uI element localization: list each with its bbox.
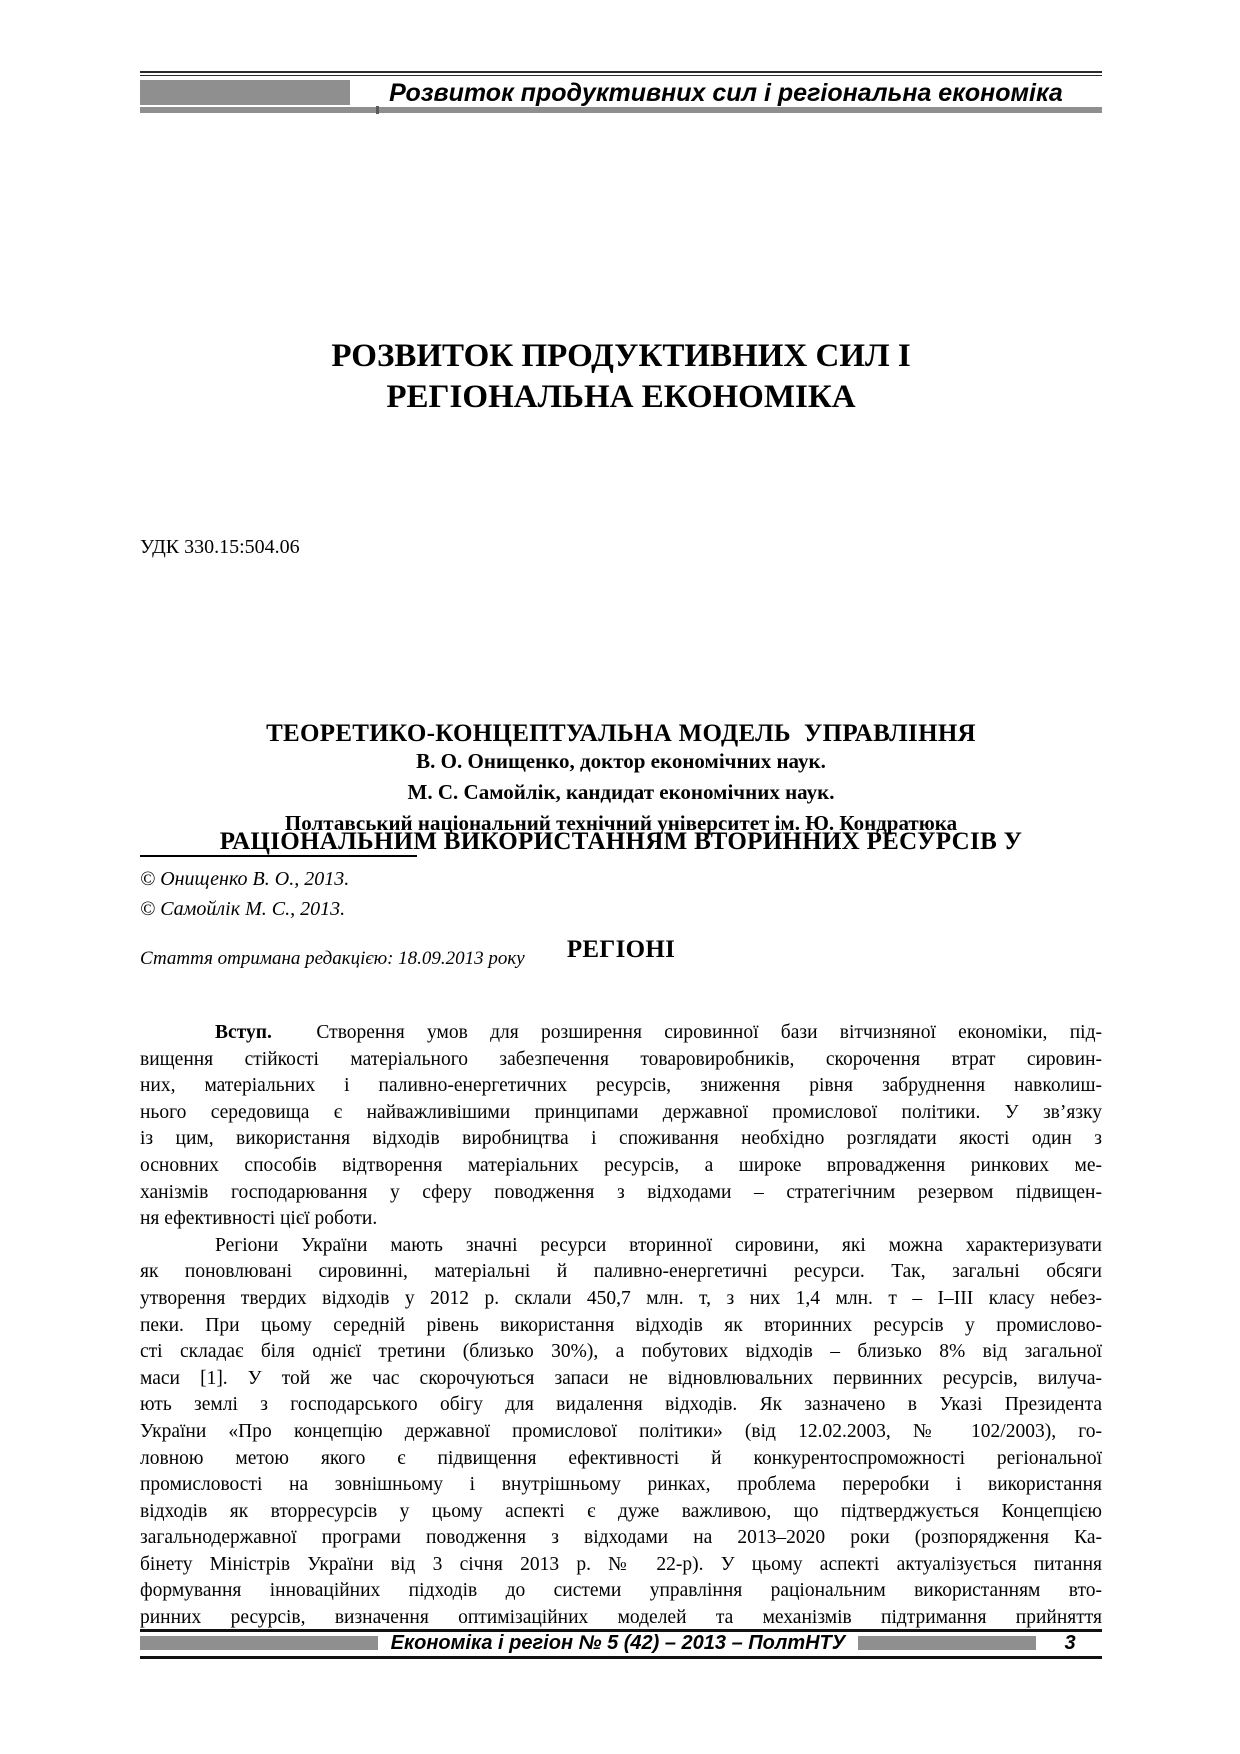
body-text-line: маси [1]. У той же час скорочуються запаси не відновлювальних первинних ресурсів, вилуча- <box>140 1367 1102 1389</box>
article-title <box>140 644 1102 1040</box>
body-text-line: ють землі з господарського обігу для видалення відходів. Як зазначено в Указі Президента <box>140 1394 1102 1416</box>
article-body <box>140 1020 1102 1632</box>
body-text-line: із цим, використання відходів виробництва і споживання необхідно розглядати якості один з <box>140 1128 1102 1150</box>
section-title-line-2: РЕГІОНАЛЬНА ЕКОНОМІКА <box>386 379 856 415</box>
body-text-line: як поновлювані сировинні, матеріальні й паливно-енергетичні ресурси. Так, загальні обсяги <box>140 1261 1102 1283</box>
footer-journal-info: Економіка і регіон № 5 (42) – 2013 – ПолтНТУ <box>390 1632 846 1654</box>
article-title-line-1: ТЕОРЕТИКО-КОНЦЕПТУАЛЬНА МОДЕЛЬ УПРАВЛІННЯ <box>266 720 976 747</box>
udc-code: УДК 330.15:504.06 <box>140 536 300 558</box>
body-text-line: Вступ. Створення умов для розширення сировинної бази вітчизняної економіки, під- <box>215 1022 1102 1043</box>
footer-page-number: 3 <box>1064 1632 1076 1654</box>
body-text-line: основних способів відтворення матеріальних ресурсів, а широке впровадження ринкових ме- <box>140 1154 1102 1176</box>
copyright-line-1: © Онищенко В. О., 2013. <box>140 868 350 890</box>
body-text-line: промисловості на зовнішньому і внутрішньому ринках, проблема переробки і використання <box>140 1474 1102 1496</box>
body-text-line: формування інноваційних підходів до системи управління раціональним використанням вто- <box>140 1580 1102 1602</box>
body-text-line: сті складає біля однієї третини (близько 30%), а побутових відходів – близько 8% від загальної <box>140 1341 1102 1363</box>
header-section-title: Розвиток продуктивних сил і регіональна економіка <box>389 79 1063 107</box>
body-text-line: ханізмів господарювання у сферу поводження з відходами – стратегічним резервом підвищен- <box>140 1181 1102 1203</box>
footer-rule-bottom <box>140 1656 1102 1659</box>
authors-block <box>140 746 1102 839</box>
author-2: М. С. Самойлік, кандидат економічних наук. <box>407 780 835 804</box>
intro-label: Вступ. <box>215 1022 272 1043</box>
body-text-line: них, матеріальних і паливно-енергетичних ресурсів, зниження рівня забруднення навколиш- <box>140 1075 1102 1097</box>
section-title <box>140 336 1102 418</box>
body-text-line: нього середовища є найважливішими принципами державної промислової політики. У зв’язку <box>140 1101 1102 1123</box>
footer-gray-box-right <box>858 1636 1036 1650</box>
body-text-line: вищення стійкості матеріального забезпечення товаровиробників, скорочення втрат сировин- <box>140 1048 1102 1070</box>
body-text-line: загальнодержавної програми поводження з відходами на 2013–2020 роки (розпорядження Ка- <box>140 1527 1102 1549</box>
body-text-line: утворення твердих відходів у 2012 р. склали 450,7 млн. т, з них 1,4 млн. т – І–ІІІ класу небез- <box>140 1287 1102 1309</box>
body-text-line: ня ефективності цієї роботи. <box>140 1208 378 1230</box>
body-text-line: пеки. При цьому середній рівень використання відходів як вторинних ресурсів у промислово- <box>140 1314 1102 1336</box>
copyright-line-2: © Самойлік М. С., 2013. <box>140 898 346 920</box>
body-text-line: України «Про концепцію державної промислової політики» (від 12.02.2003, № 102/2003), го- <box>140 1420 1102 1442</box>
received-date: Стаття отримана редакцією: 18.09.2013 року <box>140 948 525 969</box>
header-bar-divider <box>376 106 379 114</box>
body-text-line: бінету Міністрів України від 3 січня 2013 р. № 22-р). У цьому аспекті актуалізується питання <box>140 1553 1102 1575</box>
header-double-rule <box>140 71 1102 76</box>
header-gray-bar <box>140 107 1102 113</box>
body-text-line: Регіони України мають значні ресурси вторинної сировини, які можна характеризувати <box>215 1234 1102 1256</box>
author-1: В. О. Онищенко, доктор економічних наук. <box>416 749 826 773</box>
copyright-block <box>140 864 740 924</box>
section-title-line-1: РОЗВИТОК ПРОДУКТИВНИХ СИЛ І <box>331 338 911 374</box>
affiliation: Полтавський національний технічний університет ім. Ю. Кондратюка <box>284 811 958 835</box>
footer-gray-box-left <box>140 1636 378 1650</box>
body-text-line: ловною метою якого є підвищення ефективності й конкурентоспроможності регіональної <box>140 1447 1102 1469</box>
article-title-line-2: РАЦІОНАЛЬНИМ ВИКОРИСТАННЯМ ВТОРИННИХ РЕСУРСІВ У <box>219 828 1023 855</box>
header-gray-box <box>140 80 350 105</box>
body-text-line: ринних ресурсів, визначення оптимізаційних моделей та механізмів підтримання прийняття <box>140 1607 1102 1629</box>
article-title-line-3: РЕГІОНІ <box>566 936 676 963</box>
copyright-rule <box>140 855 417 857</box>
body-text-line: відходів як вторресурсів у цьому аспекті є дуже важливою, що підтверджується Концепцією <box>140 1500 1102 1522</box>
